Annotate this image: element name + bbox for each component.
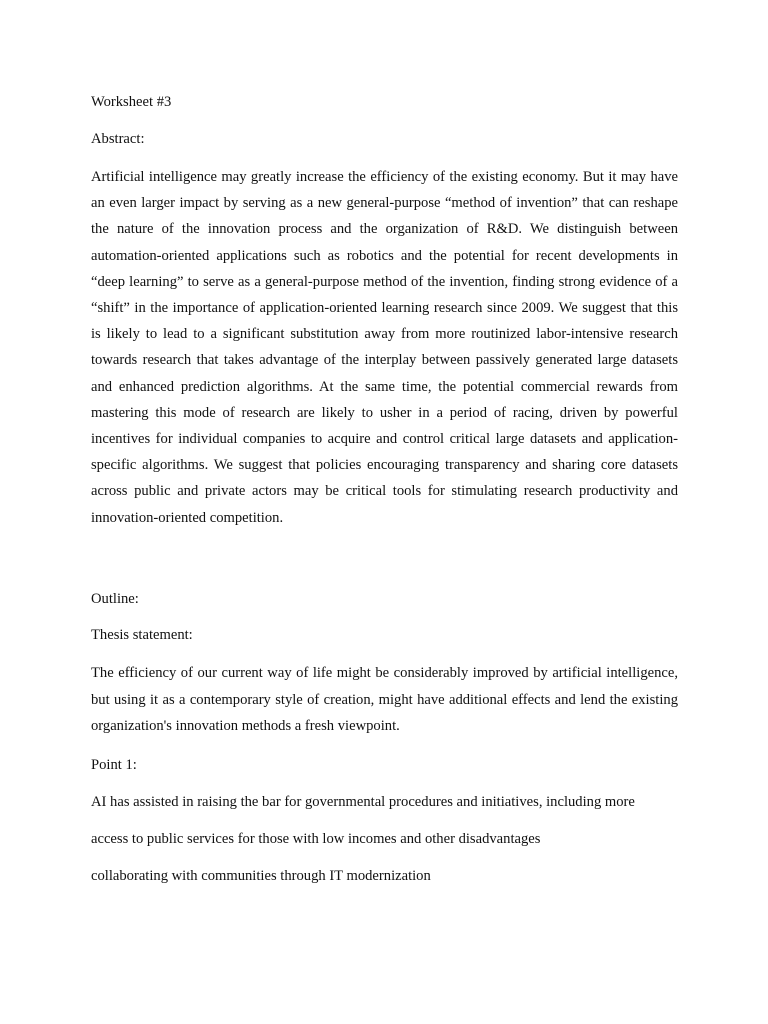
document-title: Worksheet #3: [91, 94, 172, 110]
abstract-heading: Abstract:: [91, 131, 145, 147]
thesis-paragraph: The efficiency of our current way of life might be considerably improved by artificial intelligence, but using it as a contemporary style of creation, might have additional effects and lend the existing organization's innovation methods a fresh viewpoint.: [91, 665, 678, 734]
abstract-paragraph: Artificial intelligence may greatly increase the efficiency of the existing economy. But it may have an even larger impact by serving as a new general-purpose “method of invention” that can reshape the nature of the innovation process and the organization of R&D. We distinguish between automation-oriented applications such as robotics and the potential for recent developments in “deep learning” to serve as a general-purpose method of the invention, finding strong evidence of a “shift” in the importance of application-oriented learning research since 2009. We suggest that this is likely to lead to a significant substitution away from more routinized labor-intensive research towards research that takes advantage of the interplay between passively generated large datasets and enhanced prediction algorithms. At the same time, the potential commercial rewards from mastering this mode of research are likely to usher in a period of racing, driven by powerful incentives for individual companies to acquire and control critical large datasets and application-specific algorithms. We suggest that policies encouraging transparency and sharing core datasets across public and private actors may be critical tools for stimulating research productivity and innovation-oriented competition.: [91, 169, 678, 526]
outline-heading: Outline:: [91, 591, 139, 607]
point1-heading: Point 1:: [91, 757, 137, 773]
point1-line: access to public services for those with low incomes and other disadvantages: [91, 831, 541, 847]
point1-line: AI has assisted in raising the bar for governmental procedures and initiatives, including more: [91, 794, 635, 810]
point1-line: collaborating with communities through IT modernization: [91, 868, 431, 884]
thesis-heading: Thesis statement:: [91, 627, 193, 643]
